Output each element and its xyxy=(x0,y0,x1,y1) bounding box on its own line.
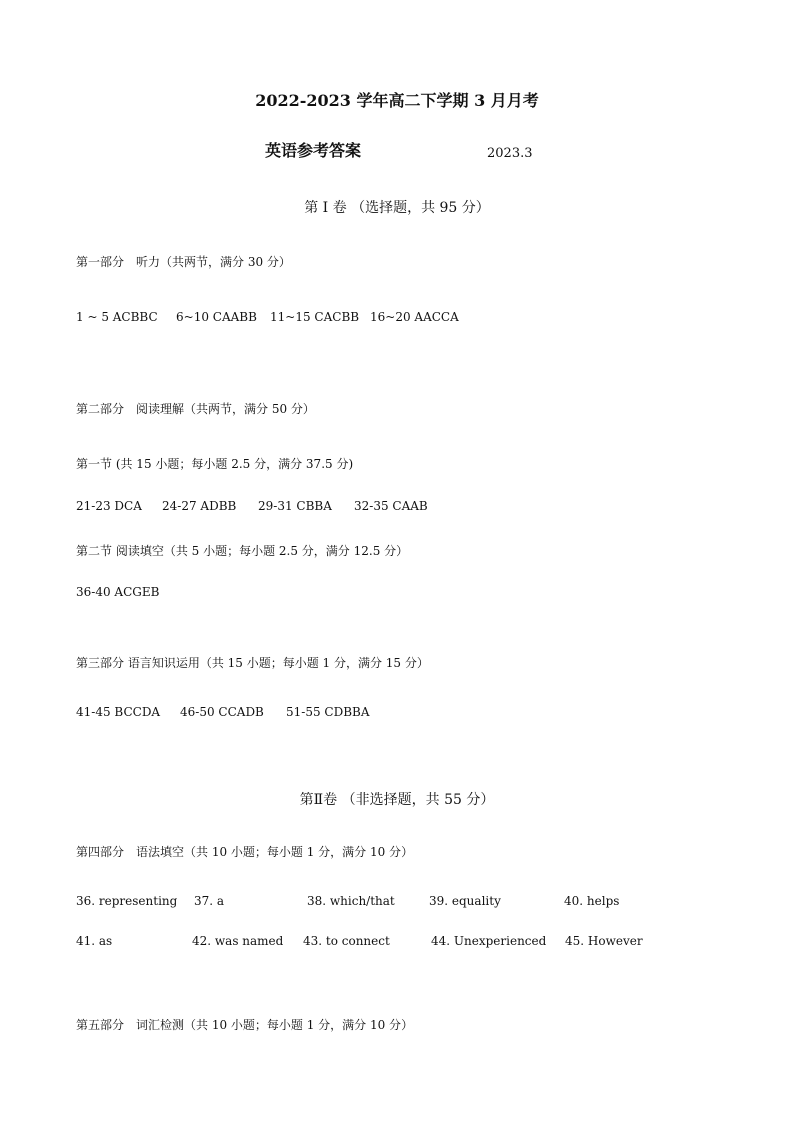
blank-answer: 39. equality xyxy=(429,894,501,908)
answer-group: 41-45 BCCDA xyxy=(76,705,161,719)
blank-answer: 38. which/that xyxy=(307,894,395,908)
part5-heading: 第五部分 词汇检测（共 10 小题；每小题 1 分，满分 10 分） xyxy=(76,1018,414,1032)
answer-group: 11~15 CACBB xyxy=(270,310,360,324)
document-subtitle: 英语参考答案 xyxy=(265,141,362,160)
part3-answers xyxy=(76,705,776,721)
answer-group: 46-50 CCADB xyxy=(180,705,264,719)
part2-section2-answers: 36-40 ACGEB xyxy=(76,585,160,599)
volume2-heading: 第Ⅱ卷 （非选择题，共 55 分） xyxy=(299,792,495,808)
answer-group: 1 ~ 5 ACBBC xyxy=(76,310,158,324)
part2-heading: 第二部分 阅读理解（共两节，满分 50 分） xyxy=(76,402,315,416)
part1-heading: 第一部分 听力（共两节，满分 30 分） xyxy=(76,255,291,269)
answer-group: 32-35 CAAB xyxy=(354,499,428,513)
blank-answer: 41. as xyxy=(76,934,113,948)
part2-section1-answers xyxy=(76,499,776,515)
answer-group: 21-23 DCA xyxy=(76,499,142,513)
blank-answer: 45. However xyxy=(565,934,643,948)
answer-group: 29-31 CBBA xyxy=(258,499,332,513)
blank-answer: 36. representing xyxy=(76,894,178,908)
blank-answer: 44. Unexperienced xyxy=(431,934,547,948)
answer-group: 51-55 CDBBA xyxy=(286,705,370,719)
part2-section2-heading: 第二节 阅读填空（共 5 小题；每小题 2.5 分，满分 12.5 分） xyxy=(76,544,409,558)
answer-group: 16~20 AACCA xyxy=(370,310,459,324)
part1-answers xyxy=(76,310,776,326)
part3-heading: 第三部分 语言知识运用（共 15 小题；每小题 1 分，满分 15 分） xyxy=(76,656,429,670)
part2-section1-heading: 第一节 (共 15 小题；每小题 2.5 分，满分 37.5 分) xyxy=(76,457,354,471)
part4-heading: 第四部分 语法填空（共 10 小题；每小题 1 分，满分 10 分） xyxy=(76,845,414,859)
blank-answer: 40. helps xyxy=(564,894,620,908)
answer-group: 24-27 ADBB xyxy=(162,499,237,513)
answer-group: 6~10 CAABB xyxy=(176,310,257,324)
document-date: 2023.3 xyxy=(487,146,533,161)
blank-answer: 42. was named xyxy=(192,934,284,948)
blank-answer: 37. a xyxy=(194,894,225,908)
document-title: 2022-2023 学年高二下学期 3 月月考 xyxy=(255,91,539,110)
volume1-heading: 第 I 卷 （选择题，共 95 分） xyxy=(304,200,490,216)
blank-answer: 43. to connect xyxy=(303,934,390,948)
part4-row2 xyxy=(76,934,776,950)
part4-row1 xyxy=(76,894,776,910)
